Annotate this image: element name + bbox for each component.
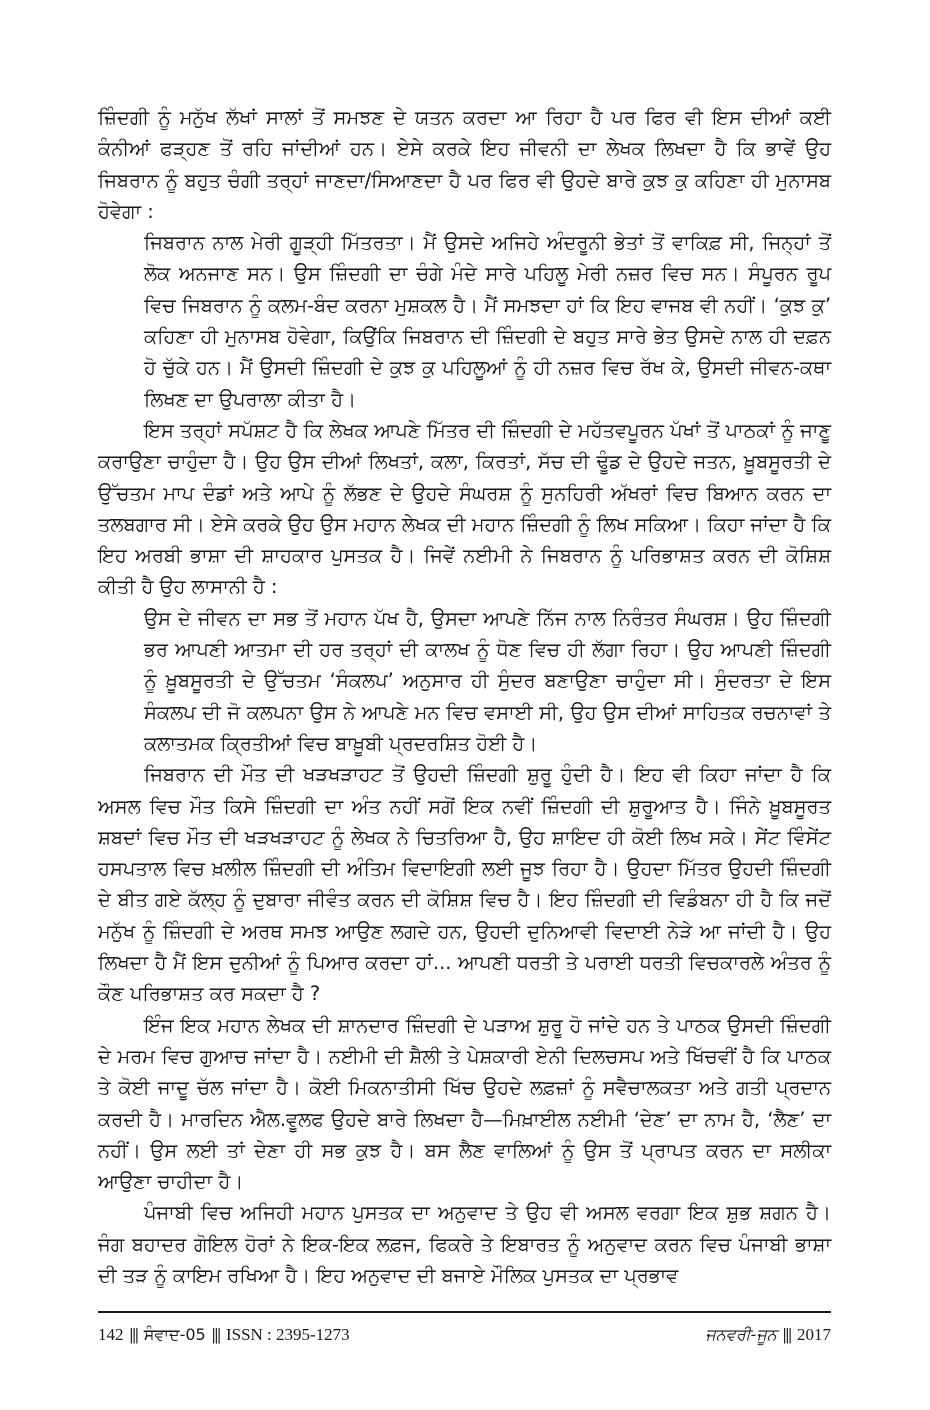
paragraph: ਪੰਜਾਬੀ ਵਿਚ ਅਜਿਹੀ ਮਹਾਨ ਪੁਸਤਕ ਦਾ ਅਨੁਵਾਦ ਤੇ ਉਹ ਵੀ ਅਸਲ ਵਰਗਾ ਇਕ ਸ਼ੁਭ ਸ਼ਗਨ ਹੈ। ਜੰਗ ਬਹਾਦਰ ਗੋਇਲ ਹੋਰਾਂ ਨੇ ਇਕ-ਇਕ ਲਫ਼ਜ, ਫਿਕਰੇ ਤੇ ਇਬਾਰਤ ਨੂੰ ਅਨੁਵਾਦ ਕਰਨ ਵਿਚ ਪੰਜਾਬੀ ਭਾਸ਼ਾ ਦੀ ਤੜ ਨੂੰ ਕਾਇਮ ਰਖਿਆ ਹੈ। ਇਹ ਅਨੁਵਾਦ ਦੀ ਬਜਾਏ ਮੌਲਿਕ ਪੁਸਤਕ ਦਾ ਪ੍ਰਭਾਵ xyxy=(98,1201,831,1287)
article-body xyxy=(98,102,831,1291)
footer-rule xyxy=(98,1311,831,1313)
page-number: 142 xyxy=(98,1325,124,1344)
page-footer xyxy=(98,1322,831,1348)
paragraph: ਇੰਜ ਇਕ ਮਹਾਨ ਲੇਖਕ ਦੀ ਸ਼ਾਨਦਾਰ ਜ਼ਿੰਦਗੀ ਦੇ ਪੜਾਅ ਸ਼ੁਰੂ ਹੋ ਜਾਂਦੇ ਹਨ ਤੇ ਪਾਠਕ ਉਸਦੀ ਜ਼ਿੰਦਗੀ ਦੇ ਮਰਮ ਵਿਚ ਗੁਆਚ ਜਾਂਦਾ ਹੈ। ਨਈਮੀ ਦੀ ਸ਼ੈਲੀ ਤੇ ਪੇਸ਼ਕਾਰੀ ਏਨੀ ਦਿਲਚਸਪ ਅਤੇ ਖਿੱਚਵੀਂ ਹੈ ਕਿ ਪਾਠਕ ਤੇ ਕੋਈ ਜਾਦੂ ਚੱਲ ਜਾਂਦਾ ਹੈ। ਕੋਈ ਮਿਕਨਾਤੀਸੀ ਖਿੱਚ ਉਹਦੇ ਲਫ਼ਜ਼ਾਂ ਨੂੰ ਸਵੈਚਾਲਕਤਾ ਅਤੇ ਗਤੀ ਪ੍ਰਦਾਨ ਕਰਦੀ ਹੈ। ਮਾਰਦਿਨ ਐਲ.ਵੂਲਫ ਉਹਦੇ ਬਾਰੇ ਲਿਖਦਾ ਹੈ—ਮਿਖ਼ਾਈਲ ਨਈਮੀ ‘ਦੇਣ’ ਦਾ ਨਾਮ ਹੈ, ‘ਲੈਣ’ ਦਾ ਨਹੀਂ। ਉਸ ਲਈ ਤਾਂ ਦੇਣਾ ਹੀ ਸਭ ਕੁਝ ਹੈ। ਬਸ ਲੈਣ ਵਾਲਿਆਂ ਨੂੰ ਉਸ ਤੋਂ ਪ੍ਰਾਪਤ ਕਰਨ ਦਾ ਸਲੀਕਾ ਆਉਣਾ ਚਾਹੀਦਾ ਹੈ। xyxy=(98,1013,831,1194)
issue-period: ਜਨਵਰੀ-ਜੂਨ xyxy=(705,1325,777,1344)
journal-name: ਸੰਵਾਦ-05 xyxy=(143,1325,206,1344)
issn: ISSN : 2395-1273 xyxy=(225,1325,350,1344)
block-quote: ਜਿਬਰਾਨ ਨਾਲ ਮੇਰੀ ਗੂੜ੍ਹੀ ਮਿੱਤਰਤਾ। ਮੈਂ ਉਸਦੇ ਅਜਿਹੇ ਅੰਦਰੂਨੀ ਭੇਤਾਂ ਤੋਂ ਵਾਕਿਫ਼ ਸੀ, ਜਿਨ੍ਹਾਂ ਤੋਂ ਲੋਕ ਅਨਜਾਣ ਸਨ। ਉਸ ਜ਼ਿੰਦਗੀ ਦਾ ਚੰਗੇ ਮੰਦੇ ਸਾਰੇ ਪਹਿਲੂ ਮੇਰੀ ਨਜ਼ਰ ਵਿਚ ਸਨ। ਸੰਪੂਰਨ ਰੂਪ ਵਿਚ ਜਿਬਰਾਨ ਨੂੰ ਕਲਮ-ਬੰਦ ਕਰਨਾ ਮੁਸ਼ਕਲ ਹੈ। ਮੈਂ ਸਮਝਦਾ ਹਾਂ ਕਿ ਇਹ ਵਾਜਬ ਵੀ ਨਹੀਂ। ‘ਕੁਝ ਕੁ’ ਕਹਿਣਾ ਹੀ ਮੁਨਾਸਬ ਹੋਵੇਗਾ, ਕਿਉਂਕਿ ਜਿਬਰਾਨ ਦੀ ਜ਼ਿੰਦਗੀ ਦੇ ਬਹੁਤ ਸਾਰੇ ਭੇਤ ਉਸਦੇ ਨਾਲ ਹੀ ਦਫ਼ਨ ਹੋ ਚੁੱਕੇ ਹਨ। ਮੈਂ ਉਸਦੀ ਜ਼ਿੰਦਗੀ ਦੇ ਕੁਝ ਕੁ ਪਹਿਲੂਆਂ ਨੂੰ ਹੀ ਨਜ਼ਰ ਵਿਚ ਰੱਖ ਕੇ, ਉਸਦੀ ਜੀਵਨ-ਕਥਾ ਲਿਖਣ ਦਾ ਉਪਰਾਲਾ ਕੀਤਾ ਹੈ। xyxy=(144,231,831,411)
paragraph: ਜਿਬਰਾਨ ਦੀ ਮੌਤ ਦੀ ਖੜਖੜਾਹਟ ਤੋਂ ਉਹਦੀ ਜ਼ਿੰਦਗੀ ਸ਼ੁਰੂ ਹੁੰਦੀ ਹੈ। ਇਹ ਵੀ ਕਿਹਾ ਜਾਂਦਾ ਹੈ ਕਿ ਅਸਲ ਵਿਚ ਮੌਤ ਕਿਸੇ ਜ਼ਿੰਦਗੀ ਦਾ ਅੰਤ ਨਹੀਂ ਸਗੋਂ ਇਕ ਨਵੀਂ ਜ਼ਿੰਦਗੀ ਦੀ ਸ਼ੁਰੂਆਤ ਹੈ। ਜਿੰਨੇ ਖ਼ੂਬਸੂਰਤ ਸ਼ਬਦਾਂ ਵਿਚ ਮੌਤ ਦੀ ਖੜਖੜਾਹਟ ਨੂੰ ਲੇਖਕ ਨੇ ਚਿਤਰਿਆ ਹੈ, ਉਹ ਸ਼ਾਇਦ ਹੀ ਕੋਈ ਲਿਖ ਸਕੇ। ਸੇਂਟ ਵਿੰਸੇਂਟ ਹਸਪਤਾਲ ਵਿਚ ਖ਼ਲੀਲ ਜ਼ਿੰਦਗੀ ਦੀ ਅੰਤਿਮ ਵਿਦਾਇਗੀ ਲਈ ਜੂਝ ਰਿਹਾ ਹੈ। ਉਹਦਾ ਮਿੱਤਰ ਉਹਦੀ ਜ਼ਿੰਦਗੀ ਦੇ ਬੀਤ ਗਏ ਕੱਲ੍ਹ ਨੂੰ ਦੁਬਾਰਾ ਜੀਵੰਤ ਕਰਨ ਦੀ ਕੋਸ਼ਿਸ਼ ਵਿਚ ਹੈ। ਇਹ ਜ਼ਿੰਦਗੀ ਦੀ ਵਿਡੰਬਨਾ ਹੀ ਹੈ ਕਿ ਜਦੋਂ ਮਨੁੱਖ ਨੂੰ ਜ਼ਿੰਦਗੀ ਦੇ ਅਰਥ ਸਮਝ ਆਉਣ ਲਗਦੇ ਹਨ, ਉਹਦੀ ਦੁਨਿਆਵੀ ਵਿਦਾਈ ਨੇੜੇ ਆ ਜਾਂਦੀ ਹੈ। ਉਹ ਲਿਖਦਾ ਹੈ ਮੈਂ ਇਸ ਦੁਨੀਆਂ ਨੂੰ ਪਿਆਰ ਕਰਦਾ ਹਾਂ... ਆਪਣੀ ਧਰਤੀ ਤੇ ਪਰਾਈ ਧਰਤੀ ਵਿਚਕਾਰਲੇ ਅੰਤਰ ਨੂੰ ਕੌਣ ਪਰਿਭਾਸ਼ਤ ਕਰ ਸਕਦਾ ਹੈ ? xyxy=(98,763,831,1006)
block-quote: ਉਸ ਦੇ ਜੀਵਨ ਦਾ ਸਭ ਤੋਂ ਮਹਾਨ ਪੱਖ ਹੈ, ਉਸਦਾ ਆਪਣੇ ਨਿੱਜ ਨਾਲ ਨਿਰੰਤਰ ਸੰਘਰਸ਼। ਉਹ ਜ਼ਿੰਦਗੀ ਭਰ ਆਪਣੀ ਆਤਮਾ ਦੀ ਹਰ ਤਰ੍ਹਾਂ ਦੀ ਕਾਲਖ ਨੂੰ ਧੋਣ ਵਿਚ ਹੀ ਲੱਗਾ ਰਿਹਾ। ਉਹ ਆਪਣੀ ਜ਼ਿੰਦਗੀ ਨੂੰ ਖ਼ੂਬਸੂਰਤੀ ਦੇ ਉੱਚਤਮ ‘ਸੰਕਲਪ’ ਅਨੁਸਾਰ ਹੀ ਸੁੰਦਰ ਬਣਾਉਣਾ ਚਾਹੁੰਦਾ ਸੀ। ਸੁੰਦਰਤਾ ਦੇ ਇਸ ਸੰਕਲਪ ਦੀ ਜੋ ਕਲਪਨਾ ਉਸ ਨੇ ਆਪਣੇ ਮਨ ਵਿਚ ਵਸਾਈ ਸੀ, ਉਹ ਉਸ ਦੀਆਂ ਸਾਹਿਤਕ ਰਚਨਾਵਾਂ ਤੇ ਕਲਾਤਮਕ ਕ੍ਰਿਤੀਆਂ ਵਿਚ ਬਾਖ਼ੂਬੀ ਪ੍ਰਦਰਸ਼ਿਤ ਹੋਈ ਹੈ। xyxy=(144,606,831,755)
paragraph: ਜ਼ਿੰਦਗੀ ਨੂੰ ਮਨੁੱਖ ਲੱਖਾਂ ਸਾਲਾਂ ਤੋਂ ਸਮਝਣ ਦੇ ਯਤਨ ਕਰਦਾ ਆ ਰਿਹਾ ਹੈ ਪਰ ਫਿਰ ਵੀ ਇਸ ਦੀਆਂ ਕਈ ਕੰਨੀਆਂ ਫੜ੍ਹਣ ਤੋਂ ਰਹਿ ਜਾਂਦੀਆਂ ਹਨ। ਏਸੇ ਕਰਕੇ ਇਹ ਜੀਵਨੀ ਦਾ ਲੇਖਕ ਲਿਖਦਾ ਹੈ ਕਿ ਭਾਵੇਂ ਉਹ ਜਿਬਰਾਨ ਨੂੰ ਬਹੁਤ ਚੰਗੀ ਤਰ੍ਹਾਂ ਜਾਣਦਾ/ਸਿਆਣਦਾ ਹੈ ਪਰ ਫਿਰ ਵੀ ਉਹਦੇ ਬਾਰੇ ਕੁਝ ਕੁ ਕਹਿਣਾ ਹੀ ਮੁਨਾਸਬ ਹੋਵੇਗਾ : xyxy=(98,106,831,223)
footer-right xyxy=(705,1325,831,1345)
footer-left xyxy=(98,1325,350,1345)
separator-glyph: ||| xyxy=(782,1325,791,1344)
paragraph: ਇਸ ਤਰ੍ਹਾਂ ਸਪੱਸ਼ਟ ਹੈ ਕਿ ਲੇਖਕ ਆਪਣੇ ਮਿੱਤਰ ਦੀ ਜ਼ਿੰਦਗੀ ਦੇ ਮਹੱਤਵਪੂਰਨ ਪੱਖਾਂ ਤੋਂ ਪਾਠਕਾਂ ਨੂੰ ਜਾਣੂ ਕਰਾਉਣਾ ਚਾਹੁੰਦਾ ਹੈ। ਉਹ ਉਸ ਦੀਆਂ ਲਿਖਤਾਂ, ਕਲਾ, ਕਿਰਤਾਂ, ਸੱਚ ਦੀ ਢੂੰਡ ਦੇ ਉਹਦੇ ਜਤਨ, ਖ਼ੂਬਸੂਰਤੀ ਦੇ ਉੱਚਤਮ ਮਾਪ ਦੰਡਾਂ ਅਤੇ ਆਪੇ ਨੂੰ ਲੱਭਣ ਦੇ ਉਹਦੇ ਸੰਘਰਸ਼ ਨੂੰ ਸੁਨਹਿਰੀ ਅੱਖਰਾਂ ਵਿਚ ਬਿਆਨ ਕਰਨ ਦਾ ਤਲਬਗਾਰ ਸੀ। ਏਸੇ ਕਰਕੇ ਉਹ ਉਸ ਮਹਾਨ ਲੇਖਕ ਦੀ ਮਹਾਨ ਜ਼ਿੰਦਗੀ ਨੂੰ ਲਿਖ ਸਕਿਆ। ਕਿਹਾ ਜਾਂਦਾ ਹੈ ਕਿ ਇਹ ਅਰਬੀ ਭਾਸ਼ਾ ਦੀ ਸ਼ਾਹਕਾਰ ਪੁਸਤਕ ਹੈ। ਜਿਵੇਂ ਨਈਮੀ ਨੇ ਜਿਬਰਾਨ ਨੂੰ ਪਰਿਭਾਸ਼ਤ ਕਰਨ ਦੀ ਕੋਸ਼ਿਸ਼ ਕੀਤੀ ਹੈ ਉਹ ਲਾਸਾਨੀ ਹੈ : xyxy=(98,418,831,599)
separator-glyph: ||| xyxy=(129,1325,138,1344)
separator-glyph: ||| xyxy=(211,1325,220,1344)
issue-year: 2017 xyxy=(797,1325,831,1344)
